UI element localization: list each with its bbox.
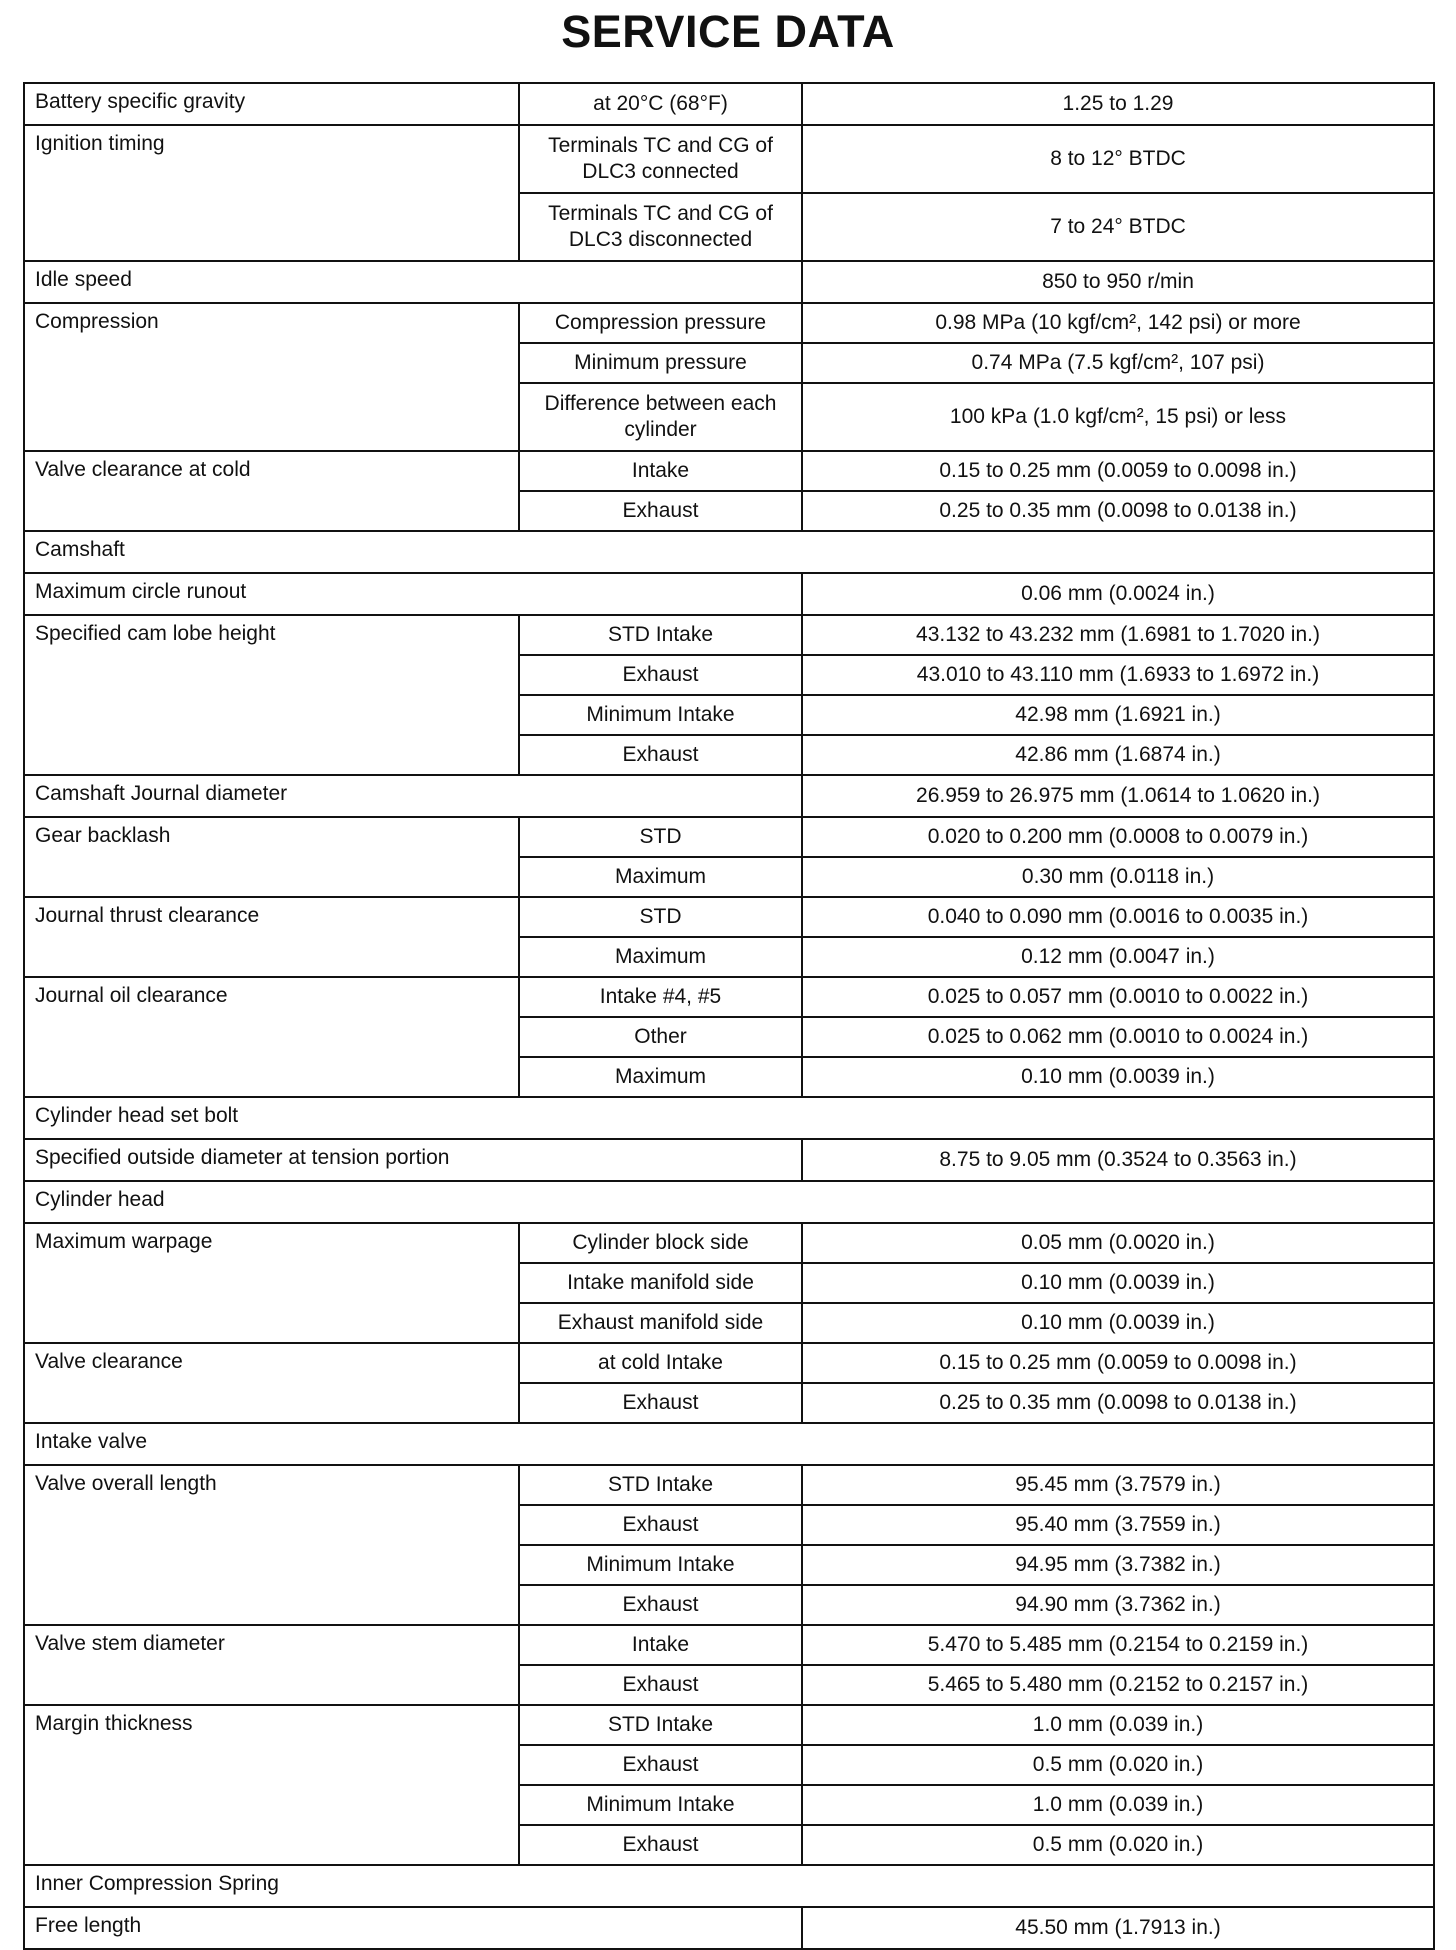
condition-cell: Exhaust manifold side [519,1303,802,1343]
value-cell: 43.132 to 43.232 mm (1.6981 to 1.7020 in.) [802,615,1434,655]
section-header-cell: Inner Compression Spring [24,1865,1434,1907]
condition-cell: Intake [519,451,802,491]
condition-cell: Cylinder block side [519,1223,802,1263]
item-cell: Valve overall length [24,1465,519,1625]
value-cell: 0.74 MPa (7.5 kgf/cm², 107 psi) [802,343,1434,383]
item-cell: Battery specific gravity [24,83,519,125]
condition-cell: Intake manifold side [519,1263,802,1303]
value-cell: 0.10 mm (0.0039 in.) [802,1303,1434,1343]
table-row [24,1907,1434,1949]
table-row [24,615,1434,655]
item-cell: Journal oil clearance [24,977,519,1097]
service-data-table [23,82,1435,1950]
condition-cell: STD [519,897,802,937]
condition-cell: Minimum pressure [519,343,802,383]
table-row [24,1223,1434,1263]
table-row [24,451,1434,491]
table-row [24,573,1434,615]
condition-cell: Intake #4, #5 [519,977,802,1017]
value-cell: 850 to 950 r/min [802,261,1434,303]
condition-cell: Exhaust [519,1825,802,1865]
value-cell: 7 to 24° BTDC [802,193,1434,261]
item-cell: Specified outside diameter at tension portion [24,1139,802,1181]
condition-cell: at cold Intake [519,1343,802,1383]
item-cell: Camshaft Journal diameter [24,775,802,817]
condition-cell: Other [519,1017,802,1057]
value-cell: 0.25 to 0.35 mm (0.0098 to 0.0138 in.) [802,1383,1434,1423]
table-row [24,817,1434,857]
value-cell: 0.5 mm (0.020 in.) [802,1825,1434,1865]
item-cell: Free length [24,1907,802,1949]
condition-cell: STD Intake [519,615,802,655]
table-row [24,1139,1434,1181]
section-header-row [24,1097,1434,1139]
table-row [24,1625,1434,1665]
value-cell: 0.30 mm (0.0118 in.) [802,857,1434,897]
value-cell: 43.010 to 43.110 mm (1.6933 to 1.6972 in.) [802,655,1434,695]
item-cell: Journal thrust clearance [24,897,519,977]
item-cell: Valve clearance at cold [24,451,519,531]
value-cell: 0.025 to 0.062 mm (0.0010 to 0.0024 in.) [802,1017,1434,1057]
value-cell: 1.25 to 1.29 [802,83,1434,125]
condition-cell: Intake [519,1625,802,1665]
item-cell: Idle speed [24,261,802,303]
value-cell: 1.0 mm (0.039 in.) [802,1705,1434,1745]
condition-cell: STD Intake [519,1465,802,1505]
value-cell: 0.05 mm (0.0020 in.) [802,1223,1434,1263]
value-cell: 42.98 mm (1.6921 in.) [802,695,1434,735]
table-row [24,303,1434,343]
section-header-cell: Camshaft [24,531,1434,573]
condition-cell: Exhaust [519,1585,802,1625]
value-cell: 0.15 to 0.25 mm (0.0059 to 0.0098 in.) [802,1343,1434,1383]
item-cell: Compression [24,303,519,451]
item-cell: Maximum circle runout [24,573,802,615]
section-header-row [24,1181,1434,1223]
condition-cell: Terminals TC and CG of DLC3 connected [519,125,802,193]
value-cell: 0.98 MPa (10 kgf/cm², 142 psi) or more [802,303,1434,343]
value-cell: 0.15 to 0.25 mm (0.0059 to 0.0098 in.) [802,451,1434,491]
value-cell: 0.5 mm (0.020 in.) [802,1745,1434,1785]
condition-cell: STD Intake [519,1705,802,1745]
value-cell: 1.0 mm (0.039 in.) [802,1785,1434,1825]
value-cell: 45.50 mm (1.7913 in.) [802,1907,1434,1949]
item-cell: Maximum warpage [24,1223,519,1343]
condition-cell: Minimum Intake [519,695,802,735]
value-cell: 8.75 to 9.05 mm (0.3524 to 0.3563 in.) [802,1139,1434,1181]
section-header-row [24,1423,1434,1465]
value-cell: 95.45 mm (3.7579 in.) [802,1465,1434,1505]
condition-cell: Exhaust [519,1505,802,1545]
value-cell: 0.10 mm (0.0039 in.) [802,1057,1434,1097]
condition-cell: Difference between each cylinder [519,383,802,451]
section-header-cell: Cylinder head set bolt [24,1097,1434,1139]
condition-cell: Exhaust [519,1665,802,1705]
condition-cell: Exhaust [519,735,802,775]
item-cell: Ignition timing [24,125,519,261]
condition-cell: Exhaust [519,1383,802,1423]
condition-cell: Maximum [519,1057,802,1097]
value-cell: 8 to 12° BTDC [802,125,1434,193]
table-row [24,125,1434,193]
condition-cell: Terminals TC and CG of DLC3 disconnected [519,193,802,261]
condition-cell: Exhaust [519,491,802,531]
value-cell: 94.90 mm (3.7362 in.) [802,1585,1434,1625]
condition-cell: Minimum Intake [519,1545,802,1585]
condition-cell: STD [519,817,802,857]
value-cell: 0.10 mm (0.0039 in.) [802,1263,1434,1303]
value-cell: 26.959 to 26.975 mm (1.0614 to 1.0620 in.) [802,775,1434,817]
item-cell: Gear backlash [24,817,519,897]
value-cell: 0.025 to 0.057 mm (0.0010 to 0.0022 in.) [802,977,1434,1017]
value-cell: 42.86 mm (1.6874 in.) [802,735,1434,775]
value-cell: 0.12 mm (0.0047 in.) [802,937,1434,977]
section-header-cell: Intake valve [24,1423,1434,1465]
table-row [24,897,1434,937]
item-cell: Valve stem diameter [24,1625,519,1705]
section-header-cell: Cylinder head [24,1181,1434,1223]
condition-cell: Exhaust [519,1745,802,1785]
table-row [24,775,1434,817]
table-row [24,1705,1434,1745]
value-cell: 100 kPa (1.0 kgf/cm², 15 psi) or less [802,383,1434,451]
value-cell: 0.06 mm (0.0024 in.) [802,573,1434,615]
value-cell: 5.465 to 5.480 mm (0.2152 to 0.2157 in.) [802,1665,1434,1705]
table-row [24,1465,1434,1505]
section-header-row [24,1865,1434,1907]
condition-cell: Maximum [519,937,802,977]
value-cell: 5.470 to 5.485 mm (0.2154 to 0.2159 in.) [802,1625,1434,1665]
item-cell: Valve clearance [24,1343,519,1423]
table-row [24,261,1434,303]
condition-cell: Exhaust [519,655,802,695]
page-title: SERVICE DATA [561,6,895,57]
value-cell: 0.040 to 0.090 mm (0.0016 to 0.0035 in.) [802,897,1434,937]
value-cell: 0.25 to 0.35 mm (0.0098 to 0.0138 in.) [802,491,1434,531]
value-cell: 94.95 mm (3.7382 in.) [802,1545,1434,1585]
condition-cell: Compression pressure [519,303,802,343]
table-row [24,1343,1434,1383]
value-cell: 0.020 to 0.200 mm (0.0008 to 0.0079 in.) [802,817,1434,857]
table-row [24,83,1434,125]
condition-cell: Maximum [519,857,802,897]
condition-cell: Minimum Intake [519,1785,802,1825]
condition-cell: at 20°C (68°F) [519,83,802,125]
value-cell: 95.40 mm (3.7559 in.) [802,1505,1434,1545]
item-cell: Margin thickness [24,1705,519,1865]
table-row [24,977,1434,1017]
section-header-row [24,531,1434,573]
item-cell: Specified cam lobe height [24,615,519,775]
